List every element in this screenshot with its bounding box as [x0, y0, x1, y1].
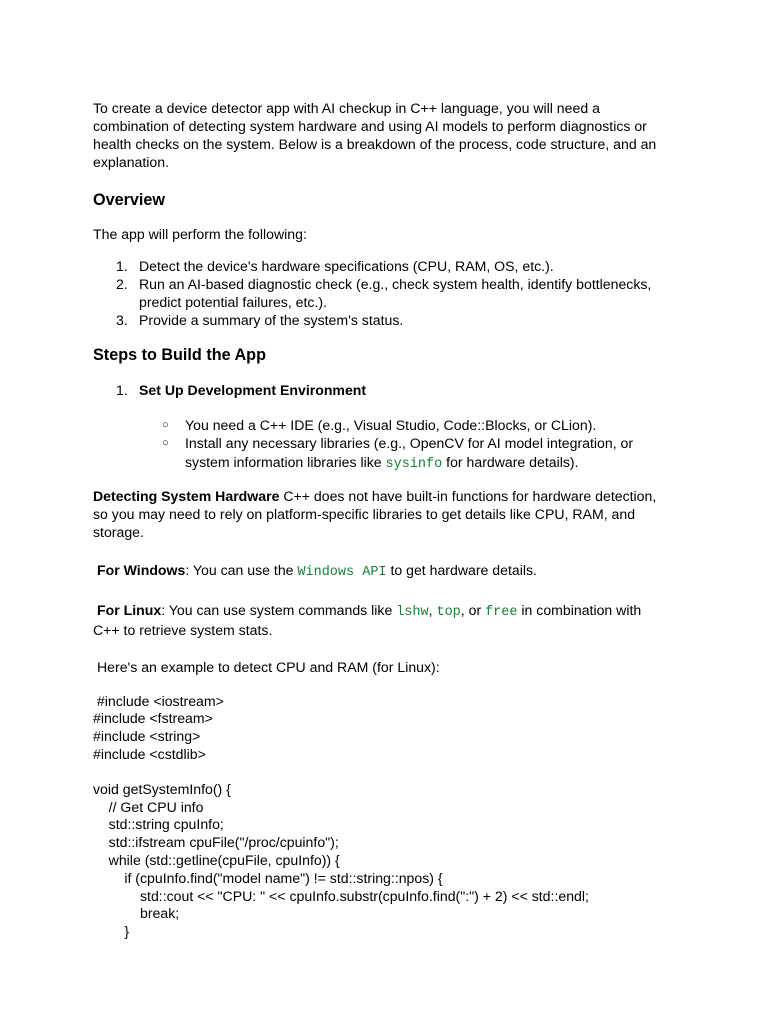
list-item-text: Run an AI-based diagnostic check (e.g., check system health, identify bottlenecks,	[139, 275, 652, 292]
code-line: if (cpuInfo.find("model name") != std::string::npos) {	[93, 869, 443, 886]
linux-label: For Linux	[97, 601, 162, 618]
intro-line: To create a device detector app with AI checkup in C++ language, you will need a	[93, 100, 600, 116]
list-number: 1.	[116, 257, 128, 274]
list-item	[93, 257, 673, 275]
detect-paragraph	[93, 488, 673, 542]
intro-paragraph	[93, 100, 673, 172]
list-number: 1.	[116, 381, 128, 398]
detect-line: storage.	[93, 523, 144, 540]
detect-line: so you may need to rely on platform-specific libraries to get details like CPU, RAM, and	[93, 506, 636, 523]
list-item	[93, 311, 673, 329]
list-item-text: predict potential failures, etc.).	[139, 293, 328, 310]
overview-list	[93, 257, 673, 329]
text-fragment: ,	[428, 601, 437, 618]
includes-block	[93, 693, 673, 764]
inline-code: Windows API	[297, 564, 387, 580]
intro-line: combination of detecting system hardware and using AI models to perform diagnostics or	[93, 117, 647, 134]
overview-heading: Overview	[93, 190, 165, 209]
text-fragment: system information libraries like	[185, 453, 386, 470]
text-fragment: for hardware details).	[442, 453, 579, 470]
steps-heading: Steps to Build the App	[93, 345, 266, 364]
list-item	[93, 434, 673, 474]
code-line: std::string cpuInfo;	[93, 816, 224, 833]
document-content	[93, 100, 673, 941]
text-fragment: : You can use the	[185, 561, 298, 578]
linux-line	[93, 602, 673, 622]
code-line: // Get CPU info	[93, 798, 204, 815]
list-item-text	[185, 453, 673, 475]
step1-bullets	[93, 416, 673, 475]
example-intro: Here's an example to detect CPU and RAM (for Linux):	[97, 658, 440, 675]
code-line: std::cout << "CPU: " << cpuInfo.substr(cpuInfo.find(":") + 2) << std::endl;	[93, 887, 589, 904]
list-item	[93, 381, 673, 399]
detect-line	[93, 488, 673, 506]
windows-label: For Windows	[97, 561, 186, 578]
text-fragment: in combination with	[517, 601, 642, 618]
code-line: break;	[93, 905, 180, 922]
code-line: #include <iostream>	[93, 692, 224, 709]
linux-line: C++ to retrieve system stats.	[93, 621, 273, 638]
list-item	[93, 275, 673, 311]
detect-label: Detecting System Hardware	[93, 488, 280, 505]
bullet-icon: ○	[162, 437, 169, 450]
intro-line: health checks on the system. Below is a breakdown of the process, code structure, and an	[93, 135, 657, 152]
steps-list	[93, 381, 673, 399]
code-line: while (std::getline(cpuFile, cpuInfo)) {	[93, 852, 340, 869]
code-line: #include <cstdlib>	[93, 746, 206, 763]
list-item-text: You need a C++ IDE (e.g., Visual Studio, Code::Blocks, or CLion).	[185, 416, 597, 433]
list-item	[93, 416, 673, 435]
code-line: }	[93, 923, 130, 940]
inline-code: lshw	[396, 604, 429, 620]
code-line: std::ifstream cpuFile("/proc/cpuinfo");	[93, 834, 339, 851]
intro-line: explanation.	[93, 153, 170, 170]
code-line: #include <string>	[93, 728, 201, 745]
bullet-icon: ○	[162, 418, 169, 431]
code-line: #include <fstream>	[93, 710, 213, 727]
step-title: Set Up Development Environment	[139, 381, 367, 398]
list-item-text: Detect the device's hardware specifications (CPU, RAM, OS, etc.).	[139, 257, 554, 274]
list-item-text: Install any necessary libraries (e.g., OpenCV for AI model integration, or	[185, 435, 634, 452]
list-number: 3.	[116, 311, 128, 328]
inline-code: sysinfo	[385, 456, 443, 472]
function-code-block	[93, 781, 673, 941]
text-fragment: C++ does not have built-in functions for hardware detection,	[279, 488, 657, 505]
list-item-text: Provide a summary of the system's status.	[139, 311, 404, 328]
code-line: void getSystemInfo() {	[93, 780, 231, 797]
windows-paragraph	[93, 561, 673, 582]
linux-paragraph	[93, 602, 673, 640]
list-number: 2.	[116, 275, 128, 292]
overview-lead: The app will perform the following:	[93, 225, 307, 242]
text-fragment: , or	[460, 601, 486, 618]
inline-code: free	[485, 604, 518, 620]
text-fragment: to get hardware details.	[386, 561, 537, 578]
text-fragment: : You can use system commands like	[161, 601, 397, 618]
inline-code: top	[436, 604, 461, 620]
